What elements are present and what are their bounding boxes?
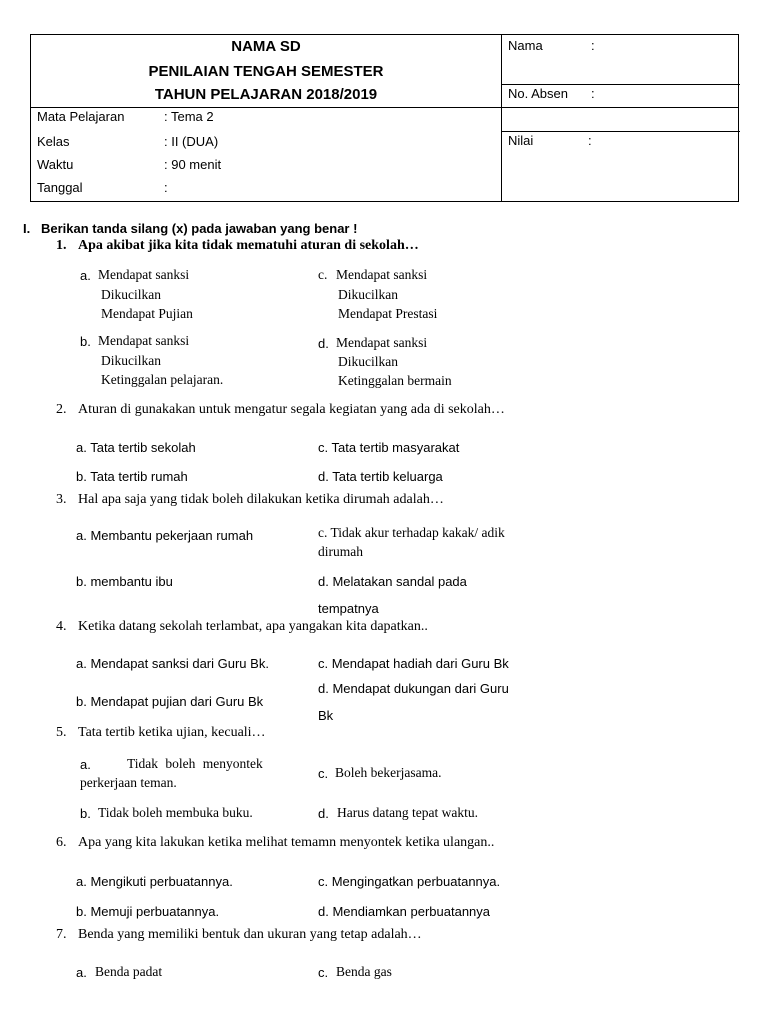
info-value: : Tema 2 xyxy=(164,109,214,124)
option-text: perkerjaan teman. xyxy=(80,775,177,790)
option-letter: c. xyxy=(318,267,328,282)
header-divider xyxy=(501,84,740,85)
student-value: : xyxy=(591,38,595,53)
info-label: Mata Pelajaran xyxy=(37,109,125,124)
school-name: NAMA SD xyxy=(231,38,301,55)
option-text: a. Membantu pekerjaan rumah xyxy=(76,528,254,543)
info-value: : 90 menit xyxy=(164,157,222,172)
option-text: Bk xyxy=(318,708,334,723)
question-number: 7. xyxy=(56,927,67,942)
option-text: Boleh bekerjasama. xyxy=(335,765,442,780)
question-text: Ketika datang sekolah terlambat, apa yangakan kita dapatkan.. xyxy=(78,619,428,634)
option-letter: d. xyxy=(318,806,329,821)
question-text: Aturan di gunakakan untuk mengatur segala kegiatan yang ada di sekolah… xyxy=(78,402,505,417)
header-divider xyxy=(31,107,738,108)
option-text: d. Mendapat dukungan dari Guru xyxy=(318,681,509,696)
option-letter: c. xyxy=(318,766,329,781)
option-letter: b. xyxy=(80,334,91,349)
option-text: Dikucilkan xyxy=(101,353,161,368)
option-text: c. Tata tertib masyarakat xyxy=(318,440,460,455)
option-text: Mendapat sanksi xyxy=(98,267,190,282)
option-text: c. Mendapat hadiah dari Guru Bk xyxy=(318,656,509,671)
option-text: Benda gas xyxy=(336,964,392,979)
option-text: a. Tata tertib sekolah xyxy=(76,440,196,455)
student-value: : xyxy=(588,133,592,148)
question-text: Apa akibat jika kita tidak mematuhi aturan di sekolah… xyxy=(78,238,419,253)
option-text: Dikucilkan xyxy=(338,287,398,302)
student-value: : xyxy=(591,86,595,101)
option-text: Harus datang tepat waktu. xyxy=(337,805,478,820)
question-text: Hal apa saja yang tidak boleh dilakukan ketika dirumah adalah… xyxy=(78,492,444,507)
option-text: c. Mengingatkan perbuatannya. xyxy=(318,874,501,889)
option-text: Mendapat sanksi xyxy=(336,335,428,350)
option-text: d. Mendiamkan perbuatannya xyxy=(318,904,491,919)
option-text: Benda padat xyxy=(95,964,163,979)
info-label: Waktu xyxy=(37,157,74,172)
option-text: a. Mendapat sanksi dari Guru Bk. xyxy=(76,656,269,671)
question-text: Tata tertib ketika ujian, kecuali… xyxy=(78,725,266,740)
option-text: Dikucilkan xyxy=(101,287,161,302)
question-number: 5. xyxy=(56,725,67,740)
question-number: 4. xyxy=(56,619,67,634)
option-letter: b. xyxy=(80,806,91,821)
info-value: : II (DUA) xyxy=(164,134,219,149)
option-text: Dikucilkan xyxy=(338,354,398,369)
question-number: 2. xyxy=(56,402,67,417)
academic-year: TAHUN PELAJARAN 2018/2019 xyxy=(154,86,378,103)
question-text: Benda yang memiliki bentuk dan ukuran yang tetap adalah… xyxy=(78,927,422,942)
exam-title: PENILAIAN TENGAH SEMESTER xyxy=(148,63,384,80)
option-letter: a. xyxy=(80,757,91,772)
question-number: 3. xyxy=(56,492,67,507)
question-number: 1. xyxy=(56,238,67,253)
question-text: Apa yang kita lakukan ketika melihat temamn menyontek ketika ulangan.. xyxy=(78,835,495,850)
header-table xyxy=(30,34,739,202)
option-text: Ketinggalan bermain xyxy=(338,373,452,388)
option-text: tempatnya xyxy=(318,601,379,616)
option-text: Tidak boleh membuka buku. xyxy=(98,805,253,820)
info-value: : xyxy=(164,180,168,195)
student-label: No. Absen xyxy=(508,86,568,101)
option-text: b. Memuji perbuatannya. xyxy=(76,904,220,919)
option-letter: c. xyxy=(318,965,329,980)
option-text: Mendapat sanksi xyxy=(336,267,428,282)
option-text: c. Tidak akur terhadap kakak/ adik xyxy=(318,525,505,540)
option-letter: a. xyxy=(80,268,91,283)
option-letter: d. xyxy=(318,336,329,351)
info-label: Kelas xyxy=(37,134,70,149)
option-text: a. Mengikuti perbuatannya. xyxy=(76,874,233,889)
option-text: Mendapat sanksi xyxy=(98,333,190,348)
option-text: d. Tata tertib keluarga xyxy=(318,469,443,484)
student-label: Nilai xyxy=(508,133,534,148)
option-text: Mendapat Pujian xyxy=(101,306,193,321)
student-label: Nama xyxy=(508,38,543,53)
option-text: Ketinggalan pelajaran. xyxy=(101,372,224,387)
option-text: b. Tata tertib rumah xyxy=(76,469,188,484)
section-instruction: Berikan tanda silang (x) pada jawaban yang benar ! xyxy=(41,221,358,236)
option-text: Tidak boleh menyontek xyxy=(127,756,263,771)
option-text: dirumah xyxy=(318,544,363,559)
option-text: b. membantu ibu xyxy=(76,574,173,589)
option-text: b. Mendapat pujian dari Guru Bk xyxy=(76,694,264,709)
header-divider xyxy=(501,131,740,132)
option-letter: a. xyxy=(76,965,87,980)
header-divider xyxy=(501,35,502,201)
option-text: d. Melatakan sandal pada xyxy=(318,574,467,589)
info-label: Tanggal xyxy=(37,180,83,195)
section-number: I. xyxy=(23,221,31,236)
question-number: 6. xyxy=(56,835,67,850)
option-text: Mendapat Prestasi xyxy=(338,306,438,321)
